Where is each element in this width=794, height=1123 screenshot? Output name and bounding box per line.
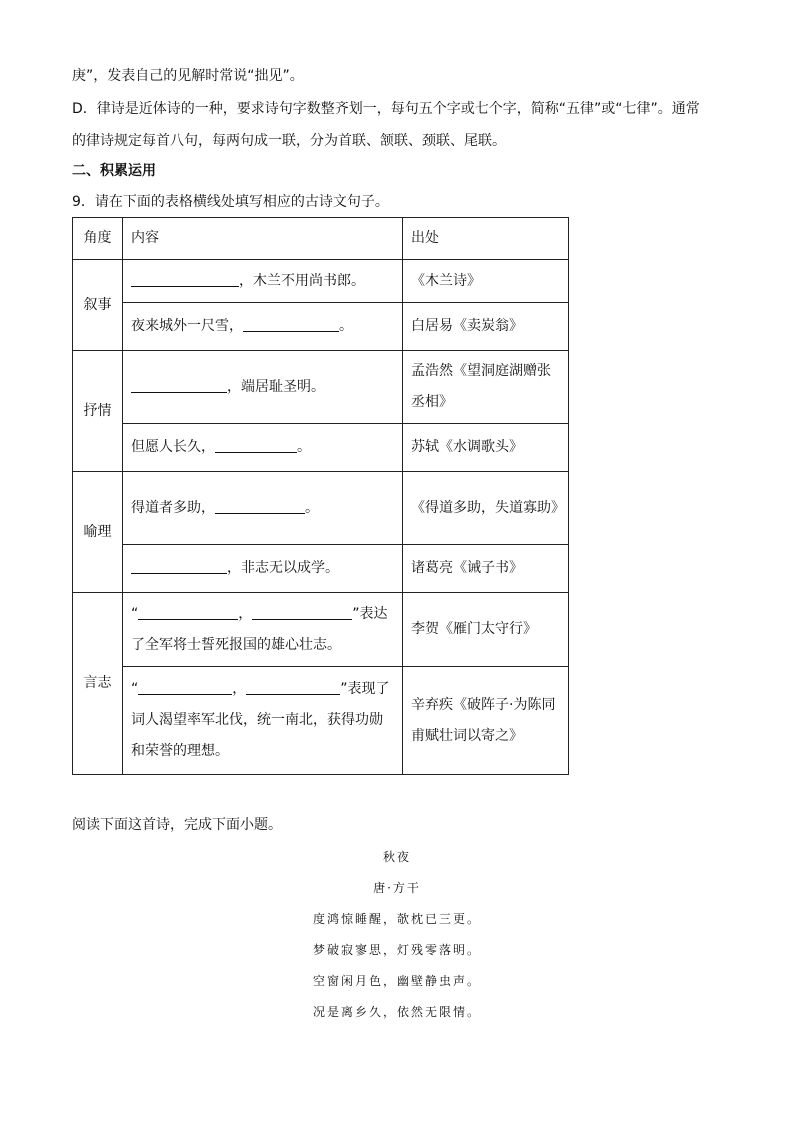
option-d-continuation: 的律诗规定每首八句，每两句成一联，分为首联、颔联、颈联、尾联。 [72, 133, 506, 149]
content-cell: 得道者多助， 。 [123, 472, 403, 545]
header-angle: 角度 [73, 218, 123, 260]
answer-blank[interactable] [138, 678, 232, 695]
table-row [73, 424, 569, 472]
answer-blank[interactable] [215, 497, 305, 514]
table-row [73, 593, 569, 667]
answer-blank[interactable] [252, 603, 352, 620]
poem-line: 况是离乡久，依然无限情。 [312, 1005, 481, 1019]
table-row [73, 351, 569, 424]
source-cell: 《木兰诗》 [403, 260, 569, 303]
source-cell: 白居易《卖炭翁》 [403, 303, 569, 351]
answer-blank[interactable] [243, 315, 339, 332]
poem-line: 梦破寂寥思，灯残零落明。 [312, 943, 481, 957]
intro-line-1: 庚”，发表自己的见解时常说“拙见”。 [72, 68, 304, 84]
content-cell: “ ， ”表达了全军将士誓死报国的雄心壮志。 [123, 593, 403, 667]
content-cell: 夜来城外一尺雪， 。 [123, 303, 403, 351]
source-cell: 苏轼《水调歌头》 [403, 424, 569, 472]
table-row [73, 472, 569, 545]
option-d-line: D．律诗是近体诗的一种，要求诗句字数整齐划一，每句五个字或七个字，简称“五律”或“七律”。通常 [72, 101, 700, 117]
source-cell: 诸葛亮《诫子书》 [403, 545, 569, 593]
poem-line: 度鸿惊睡醒，欹枕已三更。 [312, 912, 481, 926]
source-cell: 辛弃疾《破阵子·为陈同甫赋壮词以寄之》 [403, 667, 569, 775]
answer-blank[interactable] [131, 376, 227, 393]
table-row [73, 303, 569, 351]
category-narrative: 叙事 [73, 260, 123, 351]
header-content: 内容 [123, 218, 403, 260]
table-row [73, 260, 569, 303]
source-cell: 孟浩然《望洞庭湖赠张丞相》 [403, 351, 569, 424]
table-row [73, 545, 569, 593]
content-cell: 但愿人长久， 。 [123, 424, 403, 472]
table-row [73, 667, 569, 775]
poem-author: 唐·方干 [373, 881, 421, 895]
answer-blank[interactable] [131, 557, 227, 574]
content-cell: ，木兰不用尚书郎。 [123, 260, 403, 303]
source-cell: 李贺《雁门太守行》 [403, 593, 569, 667]
poem-line: 空窗闲月色，幽壁静虫声。 [312, 974, 481, 988]
answer-blank[interactable] [138, 603, 238, 620]
category-reasoning: 喻理 [73, 472, 123, 593]
section-heading: 二、积累运用 [72, 163, 156, 179]
poem-title: 秋夜 [382, 850, 411, 864]
content-cell: “ ， ”表现了词人渴望率军北伐，统一南北，获得功勋和荣誉的理想。 [123, 667, 403, 775]
content-cell: ，非志无以成学。 [123, 545, 403, 593]
category-aspiration: 言志 [73, 593, 123, 775]
fill-in-table [72, 217, 569, 775]
question-9-prompt: 9．请在下面的表格横线处填写相应的古诗文句子。 [72, 194, 389, 210]
reading-prompt: 阅读下面这首诗，完成下面小题。 [72, 817, 282, 833]
content-cell: ，端居耻圣明。 [123, 351, 403, 424]
answer-blank[interactable] [246, 678, 340, 695]
table-header-row [73, 218, 569, 260]
source-cell: 《得道多助，失道寡助》 [403, 472, 569, 545]
category-lyric: 抒情 [73, 351, 123, 472]
header-source: 出处 [403, 218, 569, 260]
answer-blank[interactable] [131, 270, 239, 287]
answer-blank[interactable] [215, 436, 297, 453]
